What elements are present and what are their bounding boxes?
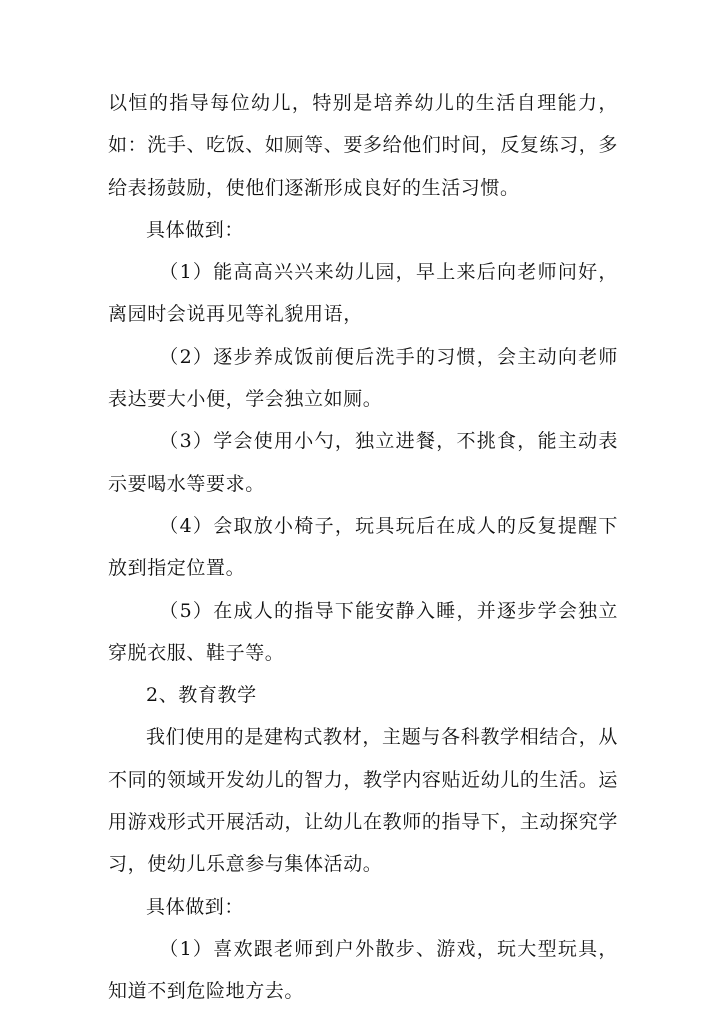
section-heading-education: 2、教育教学	[146, 684, 257, 707]
paragraph-education-intro: 我们使用的是建构式教材，主题与各科教学相结合，从不同的领域开发幼儿的智力，教学内容贴近幼儿的生活。运用游戏形式开展活动，让幼儿在教师的指导下，主动探究学习，使幼儿乐意参与集体活动。	[108, 726, 618, 876]
document-body	[108, 82, 618, 1013]
paragraph-specifics-heading: 具体做到：	[146, 218, 245, 241]
paragraph-item-5: （5）在成人的指导下能安静入睡，并逐步学会独立穿脱衣服、鞋子等。	[108, 599, 618, 664]
paragraph-item-3: （3）学会使用小勺，独立进餐，不挑食，能主动表示要喝水等要求。	[108, 430, 618, 495]
paragraph-item-1: （1）能高高兴兴来幼儿园，早上来后向老师问好，离园时会说再见等礼貌用语，	[108, 261, 618, 326]
paragraph-item-4: （4）会取放小椅子，玩具玩后在成人的反复提醒下放到指定位置。	[108, 514, 618, 580]
paragraph-continuation: 以恒的指导每位幼儿，特别是培养幼儿的生活自理能力，如：洗手、吃饭、如厕等、要多给他们时间，反复练习，多给表扬鼓励，使他们逐渐形成良好的生活习惯。	[108, 92, 618, 199]
paragraph-specifics-heading-2: 具体做到：	[146, 895, 245, 918]
paragraph-item-2: （2）逐步养成饭前便后洗手的习惯，会主动向老师表达要大小便，学会独立如厕。	[108, 345, 618, 411]
paragraph-education-item-1: （1）喜欢跟老师到户外散步、游戏，玩大型玩具，知道不到危险地方去。	[108, 937, 618, 1003]
